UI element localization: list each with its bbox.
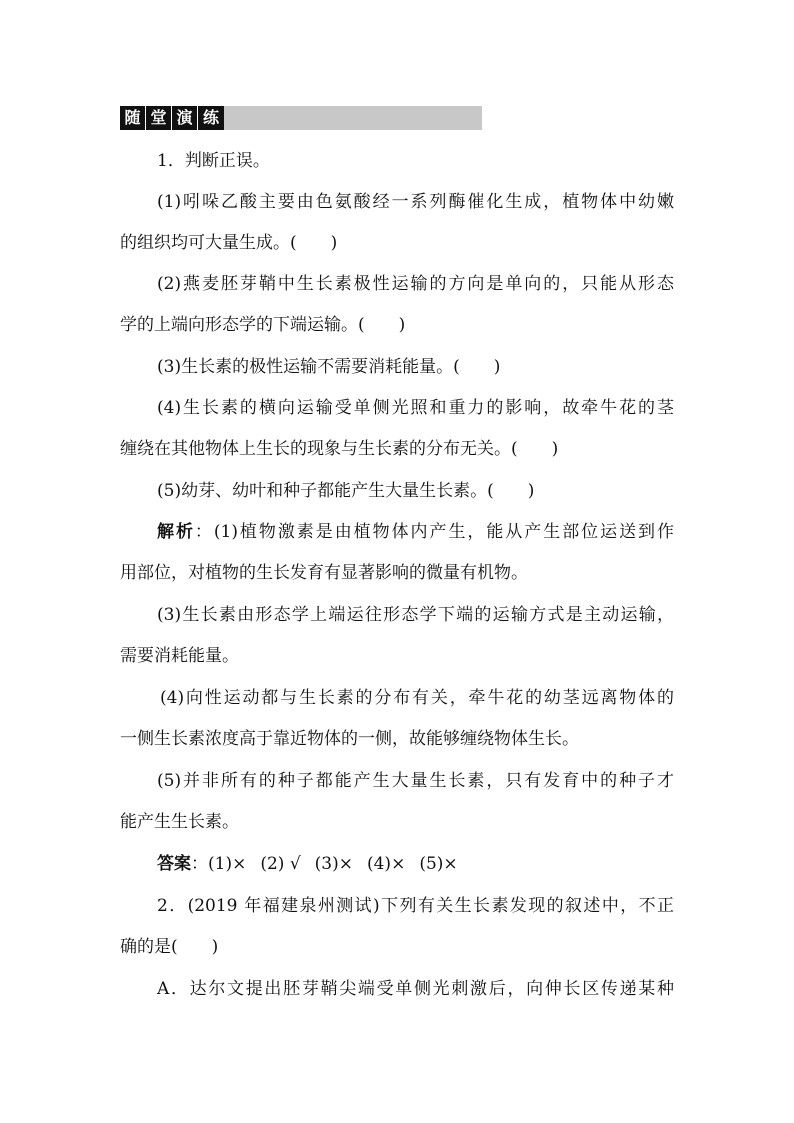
question-1-item-1-line-1: (1)吲哚乙酸主要由色氨酸经一系列酶催化生成，植物体中幼嫩 xyxy=(157,192,674,212)
answer-line xyxy=(157,853,472,875)
question-1-item-1-line-2: 的组织均可大量生成。( ) xyxy=(120,233,338,253)
question-1-item-4-line-2: 缠绕在其他物体上生长的现象与生长素的分布无关。( ) xyxy=(120,439,559,459)
question-1-item-4-line-1: (4)生长素的横向运输受单侧光照和重力的影响，故牵牛花的茎 xyxy=(157,398,674,418)
answer-item: (1)× xyxy=(208,854,247,874)
explanation-1-line-1 xyxy=(157,521,674,543)
answer-item: (3)× xyxy=(314,854,353,874)
section-title-char: 演 xyxy=(172,106,198,130)
section-title xyxy=(120,106,224,130)
question-1-item-2-line-1: (2)燕麦胚芽鞘中生长素极性运输的方向是单向的，只能从形态 xyxy=(157,274,674,294)
question-1-item-5: (5)幼芽、幼叶和种子都能产生大量生长素。( ) xyxy=(157,481,535,501)
section-header-bar xyxy=(120,106,482,130)
explanation-5-line-2: 能产生生长素。 xyxy=(120,812,239,832)
answer-item: (4)× xyxy=(366,854,406,874)
explanation-3-line-1: (3)生长素由形态学上端运往形态学下端的运输方式是主动运输， xyxy=(157,605,674,625)
question-1-item-2-line-2: 学的上端向形态学的下端运输。( ) xyxy=(120,315,406,335)
answer-colon: ： xyxy=(191,854,208,874)
explanation-1-text: ：(1)植物激素是由植物体内产生，能从产生部位运送到作 xyxy=(194,522,674,542)
question-2-line-1: 2．(2019 年福建泉州测试)下列有关生长素发现的叙述中，不正 xyxy=(157,896,674,916)
explanation-5-line-1: (5)并非所有的种子都能产生大量生长素，只有发育中的种子才 xyxy=(157,771,674,791)
question-1-title: 1．判断正误。 xyxy=(157,151,270,171)
section-title-char: 练 xyxy=(202,108,219,127)
explanation-3-line-2: 需要消耗能量。 xyxy=(120,646,239,666)
section-title-char: 随 xyxy=(120,106,146,130)
answer-item: (2) √ xyxy=(260,854,301,874)
explanation-4-line-1: (4)向性运动都与生长素的分布有关，牵牛花的幼茎远离物体的 xyxy=(160,688,674,708)
question-1-item-3: (3)生长素的极性运输不需要消耗能量。( ) xyxy=(157,357,501,377)
answer-item: (5)× xyxy=(419,854,458,874)
question-2-line-2: 确的是( ) xyxy=(120,937,219,957)
answer-label: 答案 xyxy=(157,854,191,874)
section-title-char: 堂 xyxy=(146,106,172,130)
question-2-option-a: A．达尔文提出胚芽鞘尖端受单侧光刺激后，向伸长区传递某种 xyxy=(157,979,674,999)
explanation-1-line-2: 用部位，对植物的生长发育有显著影响的微量有机物。 xyxy=(120,563,528,583)
explanation-label: 解析 xyxy=(157,522,195,542)
explanation-4-line-2: 一侧生长素浓度高于靠近物体的一侧，故能够缠绕物体生长。 xyxy=(120,729,579,749)
